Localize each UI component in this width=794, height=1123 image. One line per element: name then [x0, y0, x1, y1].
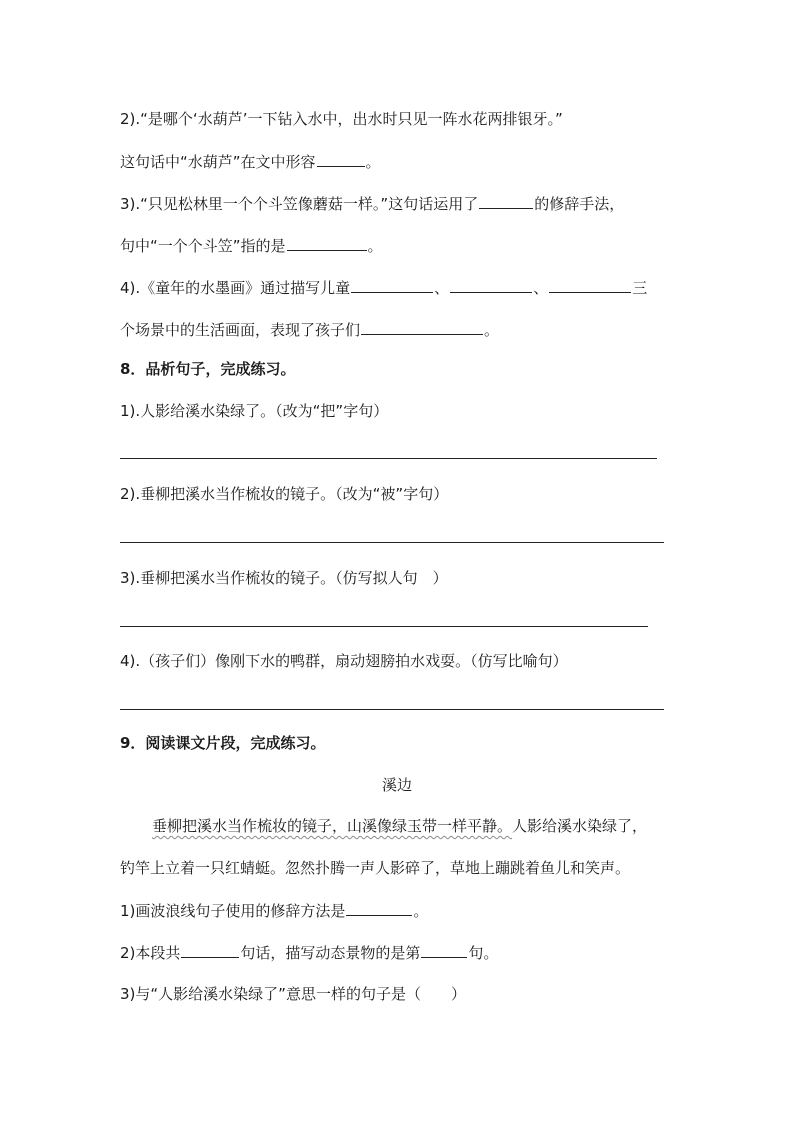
q9-heading: 9．阅读课文片段，完成练习。: [120, 734, 326, 752]
answer-blank[interactable]: [346, 900, 412, 916]
q7-item4-sep2: 、: [533, 279, 549, 297]
q8-item4-answer-line[interactable]: [120, 709, 664, 710]
q8-heading: 8．品析句子，完成练习。: [120, 360, 296, 378]
answer-blank[interactable]: [317, 151, 365, 167]
q9-item1: [120, 900, 428, 921]
q7-item4-line2-end: 。: [484, 321, 500, 339]
q7-item3: [120, 193, 624, 214]
answer-blank[interactable]: [549, 277, 631, 293]
wavy-underlined-sentence: 垂柳把溪水当作梳妆的镜子，山溪像绿玉带一样平静。: [152, 817, 513, 835]
answer-blank[interactable]: [351, 277, 433, 293]
q8-item3-answer-line[interactable]: [120, 626, 648, 627]
q8-item4: 4).（孩子们）像刚下水的鸭群，扇动翅膀拍水戏耍。（仿写比喻句）: [120, 652, 568, 670]
q7-item3-line2: [120, 235, 383, 256]
q7-item3-line2-end: 。: [367, 237, 383, 255]
q7-item4-line2-text: 个场景中的生活画面，表现了孩子们: [120, 321, 361, 339]
passage-line-1-rest: 人影给溪水染绿了，: [512, 817, 648, 835]
q7-item3-line2-text: 句中“一个个斗笠”指的是: [120, 237, 286, 255]
q7-item2-prompt-end: 。: [365, 153, 381, 171]
q9-item2-text: 2)本段共: [120, 944, 181, 962]
answer-blank[interactable]: [421, 942, 467, 958]
q8-item3: 3).垂柳把溪水当作梳妆的镜子。（仿写拟人句 ）: [120, 569, 448, 587]
answer-blank[interactable]: [361, 319, 483, 335]
q8-item1-answer-line[interactable]: [120, 458, 657, 459]
answer-blank[interactable]: [479, 193, 533, 209]
q7-item3-text-end: 的修辞手法，: [534, 195, 625, 213]
q8-item2: 2).垂柳把溪水当作梳妆的镜子。（改为“被”字句）: [120, 485, 449, 503]
answer-blank[interactable]: [181, 942, 239, 958]
q9-item1-text: 1)画波浪线句子使用的修辞方法是: [120, 902, 346, 920]
q8-item1: 1).人影给溪水染绿了。（改为“把”字句）: [120, 402, 389, 420]
q7-item4-sep1: 、: [434, 279, 450, 297]
passage-line-2: 钓竿上立着一只红蜻蜓。忽然扑腾一声人影碎了，草地上蹦跳着鱼儿和笑声。: [120, 859, 631, 877]
q9-item2-mid: 句话，描写动态景物的是第: [240, 944, 421, 962]
q7-item4-text: 4).《童年的水墨画》通过描写儿童: [120, 279, 351, 297]
answer-blank[interactable]: [287, 235, 367, 251]
q7-item2-prompt: [120, 151, 381, 172]
q8-item2-answer-line[interactable]: [120, 542, 664, 543]
passage-line-1: [152, 816, 647, 836]
answer-blank[interactable]: [450, 277, 532, 293]
q7-item3-text: 3).“只见松林里一个个斗笠像蘑菇一样。”这句话运用了: [120, 195, 479, 213]
q7-item2-prompt-text: 这句话中“水葫芦”在文中形容: [120, 153, 316, 171]
q7-item4: [120, 277, 647, 298]
q7-item4-line2: [120, 319, 499, 340]
q7-item4-end: 三: [632, 279, 648, 297]
q9-item3: 3)与“人影给溪水染绿了”意思一样的句子是（ ）: [120, 985, 466, 1003]
q7-item2-quote: 2).“是哪个‘水葫芦’一下钻入水中，出水时只见一阵水花两排银牙。”: [120, 110, 563, 128]
q9-item2-end: 句。: [468, 944, 499, 962]
q9-item2: [120, 942, 498, 963]
q9-item1-end: 。: [413, 902, 429, 920]
passage-title: 溪边: [381, 776, 412, 794]
